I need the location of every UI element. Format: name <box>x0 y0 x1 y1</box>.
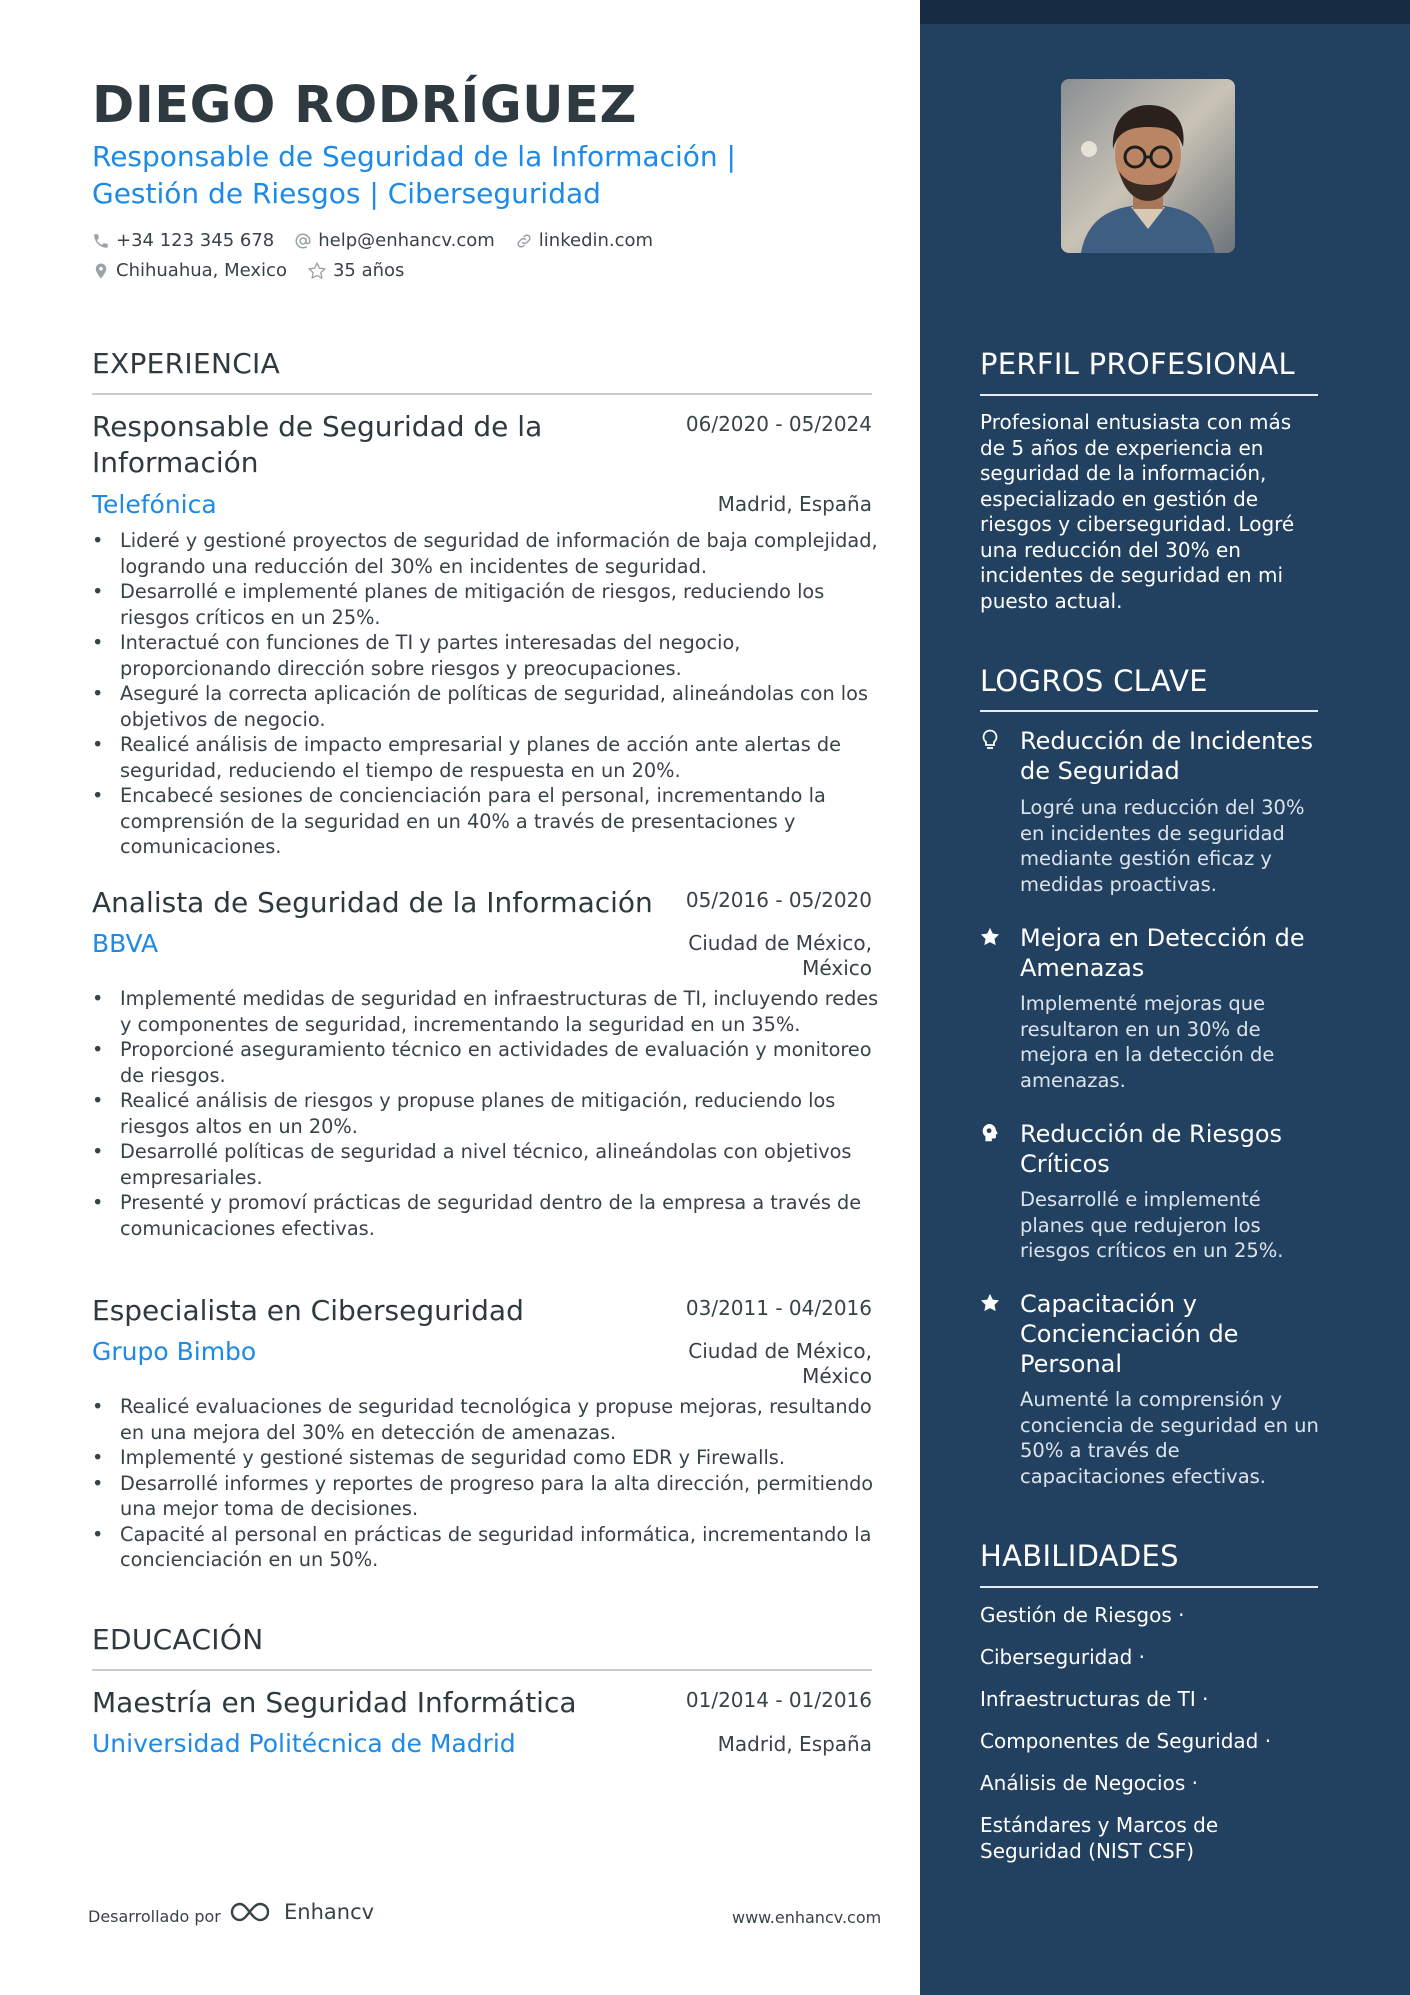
profile-photo <box>1061 79 1235 253</box>
at-icon <box>294 232 312 250</box>
job-1-location: Madrid, España <box>717 492 872 516</box>
footer-brand-text: Enhancv <box>284 1900 375 1924</box>
brain-icon <box>978 1121 1002 1145</box>
skill-item: Análisis de Negocios · <box>980 1771 1198 1795</box>
achievement-3-desc: Desarrollé e implementé planes que redujeron los riesgos críticos en un 25%. <box>1020 1188 1284 1262</box>
job-3-company: Grupo Bimbo <box>92 1337 257 1366</box>
achievement-2-desc: Implementé mejoras que resultaron en un 30% de mejora en la detección de amenazas. <box>1020 992 1275 1092</box>
star-icon <box>978 1291 1002 1315</box>
achievement-4-desc: Aumenté la comprensión y conciencia de seguridad en un 50% a través de capacitaciones efectivas. <box>1020 1388 1319 1488</box>
education-dates: 01/2014 - 01/2016 <box>685 1688 872 1712</box>
list-item: • Realicé análisis de riesgos y propuse planes de mitigación, reduciendo los riesgos altos en un 20%. <box>92 1088 882 1139</box>
list-item: • Desarrollé e implementé planes de mitigación de riesgos, reduciendo los riesgos críticos en un 25%. <box>92 579 882 630</box>
star-icon <box>978 925 1002 949</box>
list-item: • Presenté y promoví prácticas de seguridad dentro de la empresa a través de comunicaciones efectivas. <box>92 1190 882 1241</box>
skills-heading: HABILIDADES <box>980 1539 1179 1573</box>
list-item: • Interactué con funciones de TI y partes interesadas del negocio, proporcionando dirección sobre riesgos y preocupaciones. <box>92 630 882 681</box>
list-item: • Desarrollé políticas de seguridad a nivel técnico, alineándolas con objetivos empresariales. <box>92 1139 882 1190</box>
list-item: • Encabecé sesiones de concienciación para el personal, incrementando la comprensión de la seguridad en un 40% a través de presentaciones y comunicaciones. <box>92 783 882 860</box>
job-3-dates: 03/2011 - 04/2016 <box>685 1296 872 1320</box>
education-school: Universidad Politécnica de Madrid <box>92 1729 516 1758</box>
achievement-3-title: Reducción de Riesgos Críticos <box>1020 1120 1283 1178</box>
achievements-heading: LOGROS CLAVE <box>980 664 1208 698</box>
headline-line-2: Gestión de Riesgos | Ciberseguridad <box>92 177 601 210</box>
headline-line-1: Responsable de Seguridad de la Información | <box>92 140 736 173</box>
education-location: Madrid, España <box>717 1732 872 1756</box>
job-2-bullets <box>92 986 882 1241</box>
job-1-bullets <box>92 528 882 860</box>
job-2-company: BBVA <box>92 929 159 958</box>
list-item: • Desarrollé informes y reportes de progreso para la alta dirección, permitiendo una mejor toma de decisiones. <box>92 1471 882 1522</box>
phone-text: +34 123 345 678 <box>116 230 275 251</box>
contact-row-2 <box>92 260 424 281</box>
contact-location <box>92 260 287 281</box>
email-text: help@enhancv.com <box>318 230 495 251</box>
achievement-2-title: Mejora en Detección de Amenazas <box>1020 924 1305 982</box>
achievement-1-desc: Logré una reducción del 30% en incidentes de seguridad mediante gestión eficaz y medidas proactivas. <box>1020 796 1305 896</box>
achievement-4-title: Capacitación y Concienciación de Personal <box>1020 1290 1239 1378</box>
list-item: • Implementé medidas de seguridad en infraestructuras de TI, incluyendo redes y componentes de seguridad, incrementando la seguridad en un 35%. <box>92 986 882 1037</box>
education-divider <box>92 1669 872 1671</box>
achievement-1-title: Reducción de Incidentes de Seguridad <box>1020 727 1314 785</box>
infinity-logo-icon <box>228 1899 276 1925</box>
footer-url[interactable]: www.enhancv.com <box>732 1908 882 1927</box>
contact-linkedin[interactable] <box>515 230 653 251</box>
skill-item: Estándares y Marcos de Seguridad (NIST CSF) <box>980 1813 1219 1863</box>
job-3-bullets <box>92 1394 882 1573</box>
contact-phone <box>92 230 274 251</box>
profile-divider <box>980 394 1318 396</box>
lightbulb-icon <box>978 728 1002 752</box>
sidebar-top-bar <box>920 0 1410 24</box>
skill-item: Infraestructuras de TI · <box>980 1687 1209 1711</box>
contact-row-1 <box>92 230 673 251</box>
list-item: • Lideré y gestioné proyectos de seguridad de información de baja complejidad, logrando una reducción del 30% en incidentes de seguridad. <box>92 528 882 579</box>
skill-item: Ciberseguridad · <box>980 1645 1145 1669</box>
job-1-dates: 06/2020 - 05/2024 <box>685 412 872 436</box>
skills-divider <box>980 1586 1318 1588</box>
phone-icon <box>92 232 110 250</box>
list-item: • Implementé y gestioné sistemas de seguridad como EDR y Firewalls. <box>92 1445 882 1471</box>
linkedin-text: linkedin.com <box>538 230 654 251</box>
profile-summary: Profesional entusiasta con más de 5 años de experiencia en seguridad de la información, especializado en gestión de riesgos y ciberseguridad. Logré una reducción del 30% en incidentes de seguridad en mi puesto actual. <box>980 410 1295 613</box>
education-heading: EDUCACIÓN <box>92 1623 264 1656</box>
list-item: • Realicé análisis de impacto empresarial y planes de acción ante alertas de seguridad, reduciendo el tiempo de respuesta en un 20%. <box>92 732 882 783</box>
portrait-image <box>1061 79 1235 253</box>
contact-age <box>307 260 404 281</box>
location-pin-icon <box>92 262 110 280</box>
job-3-title: Especialista en Ciberseguridad <box>92 1294 524 1327</box>
footer-powered-by: Desarrollado por <box>88 1907 221 1926</box>
link-icon <box>515 232 533 250</box>
job-1-company: Telefónica <box>92 490 217 519</box>
achievements-divider <box>980 710 1318 712</box>
list-item: • Aseguré la correcta aplicación de políticas de seguridad, alineándolas con los objetivos de negocio. <box>92 681 882 732</box>
location-text: Chihuahua, Mexico <box>116 260 287 281</box>
profile-heading: PERFIL PROFESIONAL <box>980 347 1295 381</box>
enhancv-logo[interactable] <box>228 1899 374 1925</box>
job-3-location: Ciudad de México, México <box>688 1339 872 1388</box>
job-2-title: Analista de Seguridad de la Información <box>92 886 653 919</box>
experience-heading: EXPERIENCIA <box>92 347 281 380</box>
education-degree: Maestría en Seguridad Informática <box>92 1686 577 1719</box>
skill-item: Componentes de Seguridad · <box>980 1729 1272 1753</box>
star-outline-icon <box>307 261 327 281</box>
job-1-title: Responsable de Seguridad de la Información <box>92 410 543 479</box>
job-2-location: Ciudad de México, México <box>688 931 872 980</box>
age-text: 35 años <box>332 260 405 281</box>
job-2-dates: 05/2016 - 05/2020 <box>685 888 872 912</box>
headline <box>92 138 792 212</box>
list-item: • Realicé evaluaciones de seguridad tecnológica y propuse mejoras, resultando en una mejora del 30% en detección de amenazas. <box>92 1394 882 1445</box>
list-item: • Capacité al personal en prácticas de seguridad informática, incrementando la concienciación en un 50%. <box>92 1522 882 1573</box>
experience-divider <box>92 393 872 395</box>
list-item: • Proporcioné aseguramiento técnico en actividades de evaluación y monitoreo de riesgos. <box>92 1037 882 1088</box>
candidate-name: DIEGO RODRÍGUEZ <box>92 76 637 135</box>
contact-email[interactable] <box>294 230 495 251</box>
skill-item: Gestión de Riesgos · <box>980 1603 1185 1627</box>
